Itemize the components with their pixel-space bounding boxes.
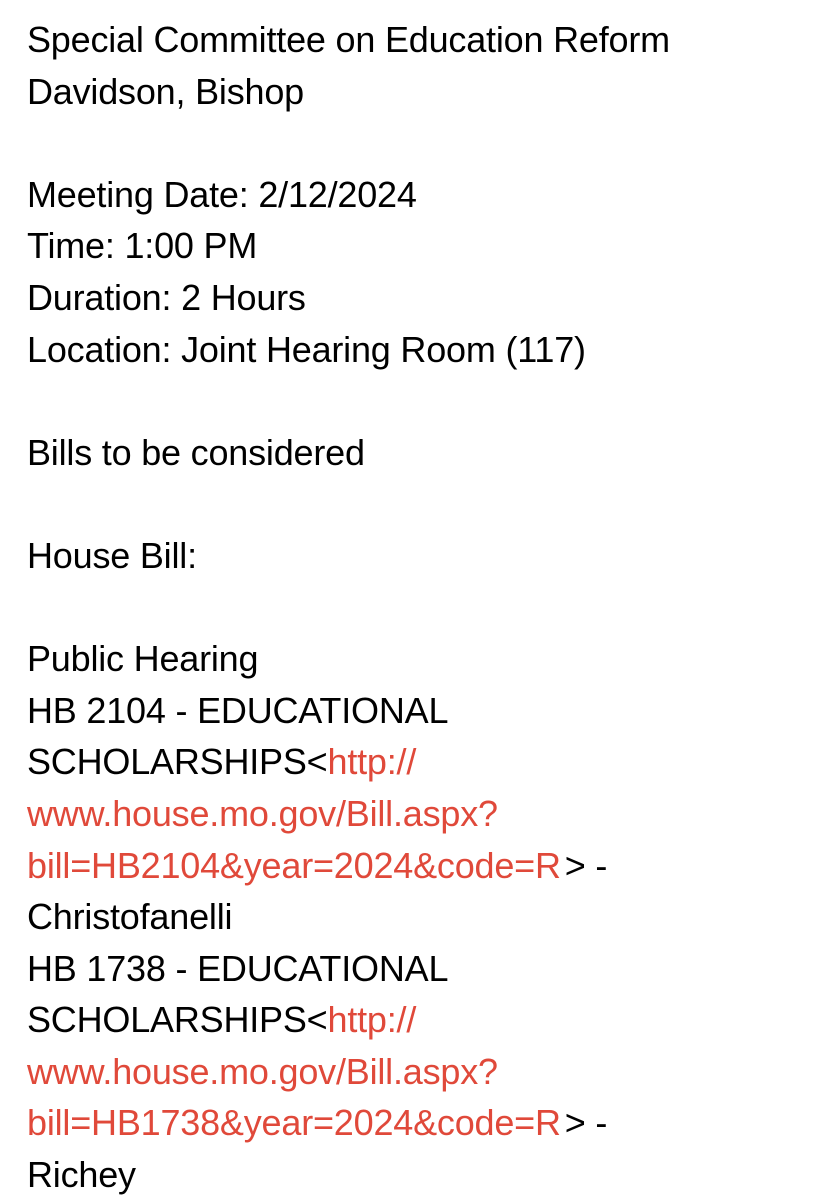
section-heading: House Bill:	[27, 534, 197, 576]
bill-title-suffix: SCHOLARSHIPS<	[27, 741, 328, 783]
bill-link-line	[27, 1097, 827, 1149]
committee-title: Special Committee on Education Reform	[27, 19, 670, 60]
bill-link-close: > -	[564, 1102, 608, 1144]
bill-link-line	[27, 1046, 827, 1098]
bill-title-suffix: SCHOLARSHIPS<	[27, 999, 328, 1041]
bill-link[interactable]: http://	[327, 741, 417, 783]
hearing-type: Public Hearing	[27, 638, 259, 680]
spacer	[27, 375, 827, 427]
meeting-date: Meeting Date: 2/12/2024	[27, 173, 417, 215]
spacer	[27, 582, 827, 634]
agenda-heading: Bills to be considered	[27, 431, 365, 473]
meeting-duration: Duration: 2 Hours	[27, 276, 306, 318]
bill-title: HB 2104 - EDUCATIONAL	[27, 689, 449, 731]
document-body	[27, 14, 827, 1201]
bill-title-continued	[27, 994, 827, 1046]
bill-sponsor: Richey	[27, 1154, 136, 1196]
spacer	[27, 117, 827, 169]
bill-link[interactable]: www.house.mo.gov/Bill.aspx?	[27, 792, 498, 834]
bill-link[interactable]: bill=HB2104&year=2024&code=R	[27, 844, 561, 886]
spacer	[27, 478, 827, 530]
bill-link[interactable]: www.house.mo.gov/Bill.aspx?	[27, 1050, 498, 1092]
meeting-time: Time: 1:00 PM	[27, 225, 258, 267]
bill-title-continued	[27, 736, 827, 788]
bill-link-line	[27, 840, 827, 892]
meeting-location: Location: Joint Hearing Room (117)	[27, 328, 586, 370]
bill-link-close: > -	[564, 844, 608, 886]
bill-sponsor: Christofanelli	[27, 896, 233, 938]
bill-link-line	[27, 788, 827, 840]
bill-link[interactable]: bill=HB1738&year=2024&code=R	[27, 1102, 561, 1144]
bill-link[interactable]: http://	[327, 999, 417, 1041]
committee-chairs: Davidson, Bishop	[27, 70, 304, 112]
bill-title: HB 1738 - EDUCATIONAL	[27, 947, 449, 989]
